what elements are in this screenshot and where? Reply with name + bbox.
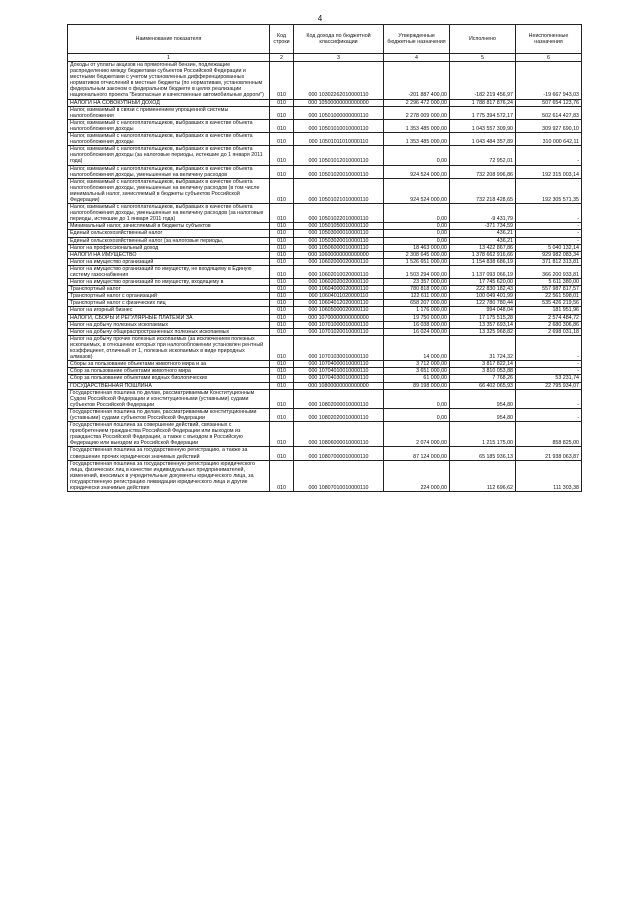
column-number: 2 [270,54,294,62]
row-approved: 16 024 000,00 [384,328,450,335]
row-line-code: 010 [270,251,294,258]
row-income-code: 000 10604012020000110 [294,300,384,307]
row-name: Налог на добычу общераспространенных полезных ископаемых [68,328,270,335]
row-line-code: 010 [270,447,294,460]
table-row [68,223,582,230]
row-unexecuted: 53 231,74 [516,375,582,382]
row-income-code: 000 10602010020000110 [294,265,384,278]
row-executed: 954,80 [450,389,516,408]
table-row [68,293,582,300]
row-unexecuted: 192 315 003,14 [516,165,582,178]
row-approved: 87 124 000,00 [384,447,450,460]
row-approved: 0,00 [384,408,450,421]
row-approved: 1 526 651 000,00 [384,258,450,265]
table-row [68,237,582,244]
row-line-code: 010 [270,375,294,382]
table-row [68,133,582,146]
row-income-code: 000 10807010010000110 [294,460,384,491]
table-row [68,258,582,265]
row-approved: 89 198 000,00 [384,382,450,389]
row-approved: 0,00 [384,204,450,223]
row-name: Налог на профессиональный доход [68,244,270,251]
row-income-code: 000 10800000000000000 [294,382,384,389]
row-name: Налог, взимаемый с налогоплательщиков, выбравших в качестве объекта налогообложения доходы (за налоговые периоды, истекшие до 1 января 2011 года) [68,146,270,165]
row-approved: 2 308 645 000,00 [384,251,450,258]
row-line-code: 010 [270,106,294,119]
row-executed: 1 154 838 686,19 [450,258,516,265]
row-unexecuted: - [516,223,582,230]
row-approved: 0,00 [384,223,450,230]
row-income-code: 000 10501011010000110 [294,133,384,146]
row-executed: 994 048,04 [450,307,516,314]
table-row [68,368,582,375]
row-income-code: 000 10604000020000110 [294,286,384,293]
column-number: 4 [384,54,450,62]
header-unexecuted: Неисполненные назначения [516,25,582,54]
row-line-code: 010 [270,286,294,293]
row-unexecuted: -19 667 943,03 [516,62,582,100]
row-line-code: 010 [270,335,294,360]
row-name: Единый сельскохозяйственный налог (за налоговые периоды, [68,237,270,244]
row-income-code: 000 10802000010000110 [294,389,384,408]
budget-execution-table [67,24,582,492]
row-line-code: 010 [270,165,294,178]
row-approved: 1 176 000,00 [384,307,450,314]
row-executed: 1 378 662 916,66 [450,251,516,258]
row-name: Налог, взимаемый с налогоплательщиков, выбравших в качестве объекта налогообложения доходы, уменьшенные на величину расходов (за налоговые периоды, истекшие до 1 января 2011 года) [68,204,270,223]
row-line-code: 010 [270,321,294,328]
row-unexecuted: 2 698 031,18 [516,328,582,335]
row-executed: 31 724,32 [450,335,516,360]
row-income-code: 000 10701000010000110 [294,321,384,328]
table-body [68,62,582,492]
table-row [68,178,582,203]
table-row [68,335,582,360]
table-row [68,361,582,368]
row-approved: 780 818 000,00 [384,286,450,293]
row-executed: 436,21 [450,237,516,244]
row-name: Транспортный налог [68,286,270,293]
row-unexecuted: 192 305 571,35 [516,178,582,203]
row-name: Налог на имущество организаций [68,258,270,265]
table-row [68,314,582,321]
row-line-code: 010 [270,265,294,278]
row-name: Сбор за пользование объектами животного мира [68,368,270,375]
row-unexecuted: 366 200 933,81 [516,265,582,278]
row-income-code: 000 10807000010000110 [294,447,384,460]
row-executed: 954,80 [450,408,516,421]
row-executed: 732 208 996,86 [450,165,516,178]
row-income-code: 000 10604011020000110 [294,293,384,300]
row-unexecuted: 181 951,96 [516,307,582,314]
table-row [68,447,582,460]
row-income-code: 000 10501010010000110 [294,119,384,132]
row-unexecuted: 557 987 817,57 [516,286,582,293]
row-approved: 3 651 000,00 [384,368,450,375]
row-name: Налог на добычу полезных ископаемых [68,321,270,328]
row-approved: 2 074 000,00 [384,422,450,447]
row-income-code: 000 10704000010000110 [294,361,384,368]
row-executed: -371 734,59 [450,223,516,230]
table-row [68,99,582,106]
row-approved: 122 611 000,00 [384,293,450,300]
row-unexecuted: 535 426 219,56 [516,300,582,307]
row-name: Налог на имущество организаций по имуществу, не входящему в Единую систему газоснабжения [68,265,270,278]
row-unexecuted: 502 614 427,83 [516,106,582,119]
row-income-code: 000 10506000010000110 [294,244,384,251]
row-name: Минимальный налог, зачисляемый в бюджеты субъектов [68,223,270,230]
row-unexecuted: - [516,368,582,375]
table-row [68,375,582,382]
row-income-code: 000 10802020010000110 [294,408,384,421]
row-line-code: 010 [270,361,294,368]
row-name: Сбор за пользование объектами водных биологических [68,375,270,382]
row-line-code: 010 [270,99,294,106]
row-executed: 1 043 557 309,90 [450,119,516,132]
page-number: 4 [317,14,323,23]
row-line-code: 010 [270,133,294,146]
row-income-code: 000 10501050010000110 [294,223,384,230]
row-unexecuted: - [516,146,582,165]
row-executed: 1 788 817 876,24 [450,99,516,106]
table-row [68,321,582,328]
row-executed: 436,21 [450,230,516,237]
table-row [68,106,582,119]
header-approved: Утвержденные бюджетные назначения [384,25,450,54]
row-line-code: 010 [270,382,294,389]
row-approved: 924 524 000,00 [384,165,450,178]
row-line-code: 010 [270,460,294,491]
row-unexecuted: 507 654 123,76 [516,99,582,106]
row-income-code: 000 10806000010000110 [294,422,384,447]
row-unexecuted: - [516,361,582,368]
row-executed: 66 402 065,93 [450,382,516,389]
row-unexecuted: - [516,408,582,421]
row-executed: 732 218 428,65 [450,178,516,203]
row-executed: 1 215 175,00 [450,422,516,447]
row-income-code: 000 10501000000000110 [294,106,384,119]
row-unexecuted: 21 938 063,87 [516,447,582,460]
row-executed: 100 049 401,99 [450,293,516,300]
header-row [68,25,582,54]
row-name: Государственная пошлина по делам, рассматриваемым конституционными (уставными) судами субъектов Российской Федерации [68,408,270,421]
row-line-code: 010 [270,368,294,375]
row-name: ГОСУДАРСТВЕННАЯ ПОШЛИНА [68,382,270,389]
table-row [68,230,582,237]
row-unexecuted: 309 927 690,10 [516,119,582,132]
row-line-code: 010 [270,62,294,100]
row-approved: 19 750 000,00 [384,314,450,321]
row-executed: 3 817 822,14 [450,361,516,368]
row-executed: 17 175 515,28 [450,314,516,321]
row-name: Единый сельскохозяйственный налог [68,230,270,237]
row-unexecuted: 5 611 380,00 [516,279,582,286]
row-income-code: 000 10501021010000110 [294,178,384,203]
row-line-code: 010 [270,230,294,237]
row-unexecuted: 2 574 484,72 [516,314,582,321]
row-approved: 658 207 000,00 [384,300,450,307]
row-executed: 1 043 484 357,89 [450,133,516,146]
row-income-code: 000 10501022010000110 [294,204,384,223]
table-row [68,62,582,100]
row-executed: 222 830 182,43 [450,286,516,293]
row-executed: 17 745 620,00 [450,279,516,286]
row-name: Доходы от уплаты акцизов на прямогонный бензин, подлежащие распределению между бюджетами субъектов Российской Федерации и местными бюджетами с учетом установленных дифференцированных нормативов отчислений в местные бюджеты (по нормативам, установленным федеральным законом о федеральном бюджете в целях реализации национального проекта "Безопасные и качественные автомобильные дороги") [68,62,270,100]
row-name: НАЛОГИ, СБОРЫ И РЕГУЛЯРНЫЕ ПЛАТЕЖИ ЗА [68,314,270,321]
row-name: Транспортный налог с организаций [68,293,270,300]
row-income-code: 000 10503020010000110 [294,237,384,244]
row-name: Государственная пошлина по делам, рассматриваемым Конституционным Судом Российской Федерации и конституционными (уставными) судами субъектов Российской Федерации [68,389,270,408]
row-income-code: 000 10503000010000110 [294,230,384,237]
row-executed: 122 780 780,44 [450,300,516,307]
table-row [68,279,582,286]
column-number: 1 [68,54,270,62]
table-row [68,389,582,408]
row-unexecuted: 22 795 934,07 [516,382,582,389]
row-executed: 65 185 936,13 [450,447,516,460]
row-name: Государственная пошлина за государственную регистрацию юридического лица, физических лиц в качестве индивидуальных предпринимателей, изменений, вносимых в учредительные документы юридического лица, за государственную регистрацию ликвидации юридического лица и другие юридически значимые действия [68,460,270,491]
row-approved: 2 278 009 000,00 [384,106,450,119]
row-name: Транспортный налог с физических лиц [68,300,270,307]
table-row [68,300,582,307]
row-income-code: 000 10600000000000000 [294,251,384,258]
row-unexecuted: 111 303,38 [516,460,582,491]
table-row [68,460,582,491]
row-unexecuted: - [516,335,582,360]
header-indicator-name: Наименование показателя [68,25,270,54]
table-row [68,165,582,178]
row-income-code: 000 10701020010000110 [294,328,384,335]
row-executed: 112 696,62 [450,460,516,491]
table-row [68,265,582,278]
row-approved: 1 503 294 000,00 [384,265,450,278]
row-name: Налог, взимаемый в связи с применением упрощенной системы налогообложения [68,106,270,119]
row-approved: 61 000,00 [384,375,450,382]
row-line-code: 010 [270,146,294,165]
row-approved: 1 353 485 000,00 [384,119,450,132]
table-row [68,286,582,293]
row-name: Налог, взимаемый с налогоплательщиков, выбравших в качестве объекта налогообложения доходы, уменьшенные на величину расходов [68,165,270,178]
row-name: Сборы за пользование объектами животного мира и за [68,361,270,368]
row-approved: 3 712 000,00 [384,361,450,368]
table-row [68,119,582,132]
row-income-code: 000 10602000020000110 [294,258,384,265]
row-line-code: 010 [270,422,294,447]
row-name: Налог на имущество организаций по имуществу, входящему в [68,279,270,286]
row-income-code: 000 10605000020000110 [294,307,384,314]
column-number: 3 [294,54,384,62]
table-row [68,408,582,421]
row-executed: -9 431,79 [450,204,516,223]
row-approved: 23 357 000,00 [384,279,450,286]
table-row [68,422,582,447]
row-income-code: 000 10704010010000110 [294,368,384,375]
row-line-code: 010 [270,237,294,244]
row-name: Налог на игорный бизнес [68,307,270,314]
row-executed: 13 325 968,82 [450,328,516,335]
row-unexecuted: 22 561 598,01 [516,293,582,300]
row-unexecuted: - [516,237,582,244]
row-income-code: 000 10501020010000110 [294,165,384,178]
row-unexecuted: 5 040 132,14 [516,244,582,251]
header-income-code: Код дохода по бюджетной классификации [294,25,384,54]
table-row [68,251,582,258]
row-approved: 18 463 000,00 [384,244,450,251]
row-name: Налог, взимаемый с налогоплательщиков, выбравших в качестве объекта налогообложения доходы [68,119,270,132]
table-row [68,328,582,335]
table-row [68,382,582,389]
row-executed: 3 810 053,88 [450,368,516,375]
row-executed: 13 422 867,86 [450,244,516,251]
row-line-code: 010 [270,258,294,265]
row-unexecuted: 858 825,00 [516,422,582,447]
row-approved: 16 038 000,00 [384,321,450,328]
row-income-code: 000 10704030010000110 [294,375,384,382]
row-unexecuted: 371 812 313,81 [516,258,582,265]
row-approved: 0,00 [384,230,450,237]
table-row [68,307,582,314]
table-row [68,146,582,165]
row-executed: 7 768,26 [450,375,516,382]
table-row [68,244,582,251]
row-unexecuted: - [516,204,582,223]
row-name: Налог, взимаемый с налогоплательщиков, выбравших в качестве объекта налогообложения доходы, уменьшенные на величину расходов (в том числе минимальный налог, зачисляемый в бюджеты субъектов Российской Федерации) [68,178,270,203]
row-executed: 1 775 394 572,17 [450,106,516,119]
row-approved: 0,00 [384,237,450,244]
row-income-code: 000 10501012010000110 [294,146,384,165]
row-name: НАЛОГИ НА ИМУЩЕСТВО [68,251,270,258]
row-unexecuted: - [516,230,582,237]
row-line-code: 010 [270,408,294,421]
row-unexecuted: 929 982 083,34 [516,251,582,258]
row-approved: 1 353 485 000,00 [384,133,450,146]
row-name: НАЛОГИ НА СОВОКУПНЫЙ ДОХОД [68,99,270,106]
row-approved: 2 296 472 000,00 [384,99,450,106]
row-income-code: 000 10700000000000000 [294,314,384,321]
row-unexecuted: 310 000 642,11 [516,133,582,146]
header-line-code: Код строки [270,25,294,54]
row-line-code: 010 [270,244,294,251]
row-unexecuted: - [516,389,582,408]
row-line-code: 010 [270,279,294,286]
column-number: 5 [450,54,516,62]
row-line-code: 010 [270,119,294,132]
row-executed: 13 357 693,14 [450,321,516,328]
row-name: Государственная пошлина за государственную регистрацию, а также за совершение прочих юридически значимых действий [68,447,270,460]
row-income-code: 000 10701030010000110 [294,335,384,360]
row-income-code: 000 10602020020000110 [294,279,384,286]
row-approved: 924 524 000,00 [384,178,450,203]
row-name: Налог на добычу прочих полезных ископаемых (за исключением полезных ископаемых, в отношении которых при налогообложении установлен рентный коэффициент, отличный от 1, полезных ископаемых в виде природных алмазов) [68,335,270,360]
row-line-code: 010 [270,178,294,203]
row-executed: 72 952,01 [450,146,516,165]
row-approved: 14 000,00 [384,335,450,360]
row-executed: 1 137 093 066,19 [450,265,516,278]
row-line-code: 010 [270,389,294,408]
row-approved: 224 000,00 [384,460,450,491]
row-line-code: 010 [270,293,294,300]
row-unexecuted: 2 680 306,86 [516,321,582,328]
row-line-code: 010 [270,223,294,230]
column-number-row [68,54,582,62]
row-approved: -201 887 400,00 [384,62,450,100]
header-executed: Исполнено [450,25,516,54]
column-number: 6 [516,54,582,62]
row-line-code: 010 [270,300,294,307]
row-name: Налог, взимаемый с налогоплательщиков, выбравших в качестве объекта налогообложения доходы [68,133,270,146]
row-executed: -182 219 456,97 [450,62,516,100]
row-line-code: 010 [270,328,294,335]
row-line-code: 010 [270,314,294,321]
row-approved: 0,00 [384,389,450,408]
row-line-code: 010 [270,307,294,314]
row-approved: 0,00 [384,146,450,165]
row-income-code: 000 10500000000000000 [294,99,384,106]
row-line-code: 010 [270,204,294,223]
table-row [68,204,582,223]
row-name: Государственная пошлина за совершение действий, связанных с приобретением гражданства Российской Федерации или выходом из гражданства Российской Федерации, а также с въездом в Российскую Федерацию или выездом из Российской Федерации [68,422,270,447]
row-income-code: 000 10302262010000110 [294,62,384,100]
